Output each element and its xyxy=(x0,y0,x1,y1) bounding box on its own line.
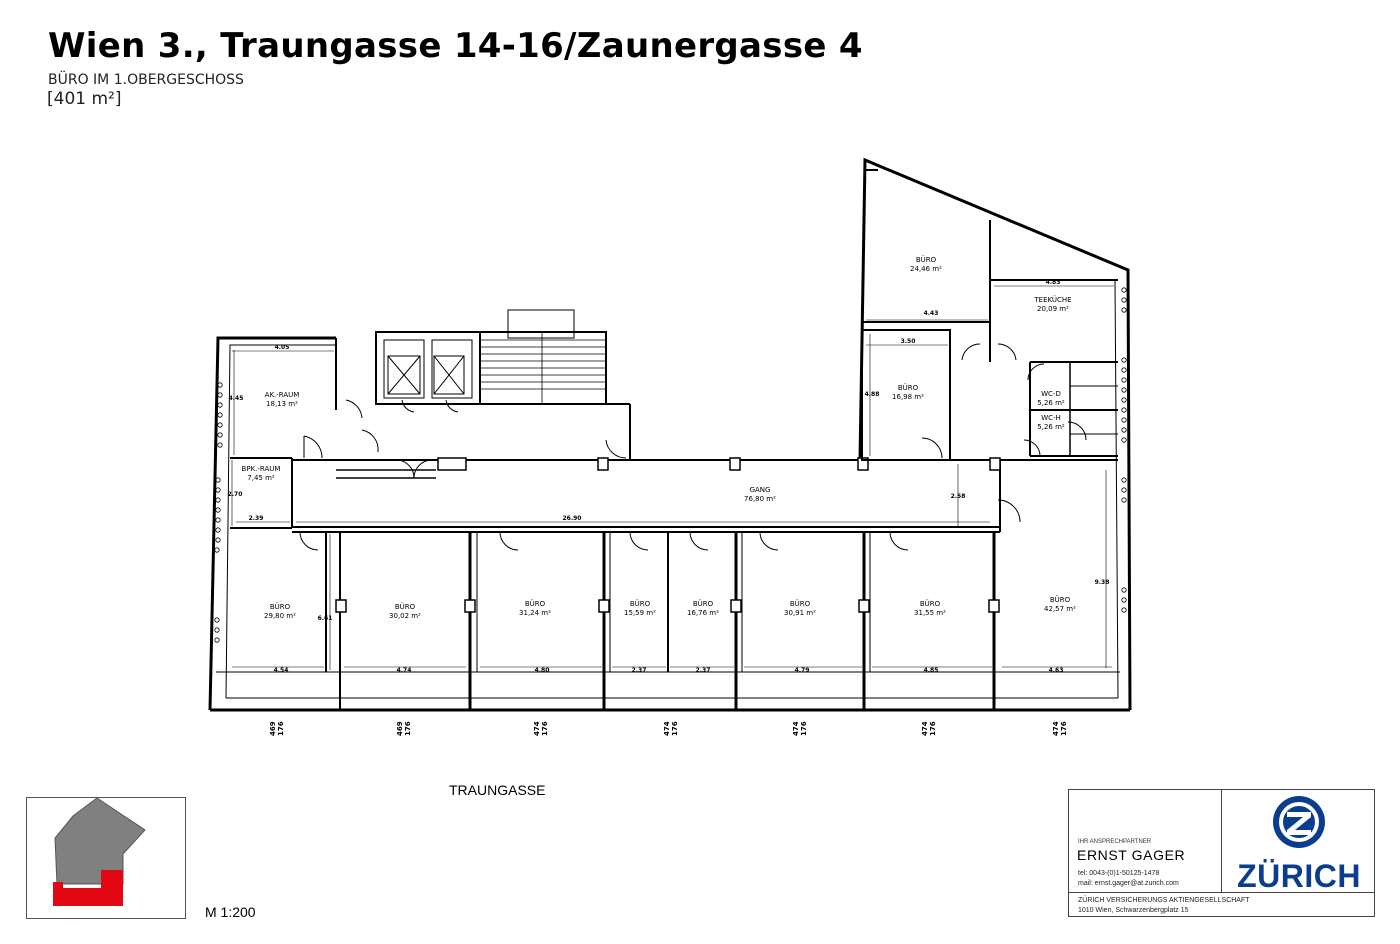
room-area: 30,02 m² xyxy=(389,612,421,620)
window-label: 176 xyxy=(800,721,808,736)
room-name: TEEKÜCHE xyxy=(1034,296,1072,304)
room-area: 5,26 m² xyxy=(1037,399,1065,407)
dimension-label: 4.54 xyxy=(273,667,289,674)
dimension-label: 4.83 xyxy=(1045,279,1061,286)
dimension-label: 4.80 xyxy=(534,667,550,674)
company-name: ZÜRICH VERSICHERUNGS AKTIENGESELLSCHAFT xyxy=(1078,897,1250,904)
dimension-label: 6.61 xyxy=(317,615,333,622)
dimension-label: 4.63 xyxy=(1048,667,1064,674)
dimension-label: 2.70 xyxy=(227,491,243,498)
room-area: 20,09 m² xyxy=(1037,305,1069,313)
contact-name: ERNST GAGER xyxy=(1077,847,1186,863)
room-area: 16,76 m² xyxy=(687,609,719,617)
company-address: 1010 Wien, Schwarzenbergplatz 15 xyxy=(1078,907,1189,914)
window-label: 474 xyxy=(533,721,541,736)
room-name: BÜRO xyxy=(897,384,919,392)
dimension-label: 26.90 xyxy=(562,515,582,522)
dimension-label: 2.37 xyxy=(695,667,711,674)
room-area: 30,91 m² xyxy=(784,609,816,617)
dimension-label: 4.43 xyxy=(923,310,939,317)
window-label: 176 xyxy=(541,721,549,736)
dimension-label: 4.05 xyxy=(274,344,290,351)
dimension-label: 9.38 xyxy=(1094,579,1110,586)
dimension-label: 4.85 xyxy=(923,667,939,674)
room-name: BÜRO xyxy=(269,603,291,611)
window-label: 176 xyxy=(929,721,937,736)
window-label: 176 xyxy=(277,721,285,736)
dimension-label: 4.74 xyxy=(396,667,412,674)
site-key-map xyxy=(26,797,186,919)
dimension-label: 4.88 xyxy=(864,391,880,398)
page-title: Wien 3., Traungasse 14-16/Zaunergasse 4 xyxy=(48,26,863,66)
zurich-logo-icon xyxy=(1271,794,1327,850)
room-area: 18,13 m² xyxy=(266,400,298,408)
window-label: 474 xyxy=(921,721,929,736)
zurich-logo-text: ZÜRICH xyxy=(1237,858,1361,894)
window-label: 469 xyxy=(396,721,404,736)
room-name: BÜRO xyxy=(789,600,811,608)
room-name: BPK.-RAUM xyxy=(241,465,281,473)
contact-email: mail: ernst.gager@at.zurich.com xyxy=(1078,880,1179,887)
dimension-label: 2.37 xyxy=(631,667,647,674)
window-label: 474 xyxy=(663,721,671,736)
room-area: 31,55 m² xyxy=(914,609,946,617)
room-name: BÜRO xyxy=(394,603,416,611)
building-shape xyxy=(55,798,145,884)
key-map-drawing xyxy=(27,798,185,918)
window-label: 474 xyxy=(1052,721,1060,736)
window-label: 474 xyxy=(792,721,800,736)
room-area: 15,59 m² xyxy=(624,609,656,617)
room-area: 42,57 m² xyxy=(1044,605,1076,613)
dimension-label: 4.45 xyxy=(228,395,244,402)
room-name: BÜRO xyxy=(919,600,941,608)
room-name: AK.-RAUM xyxy=(264,391,300,399)
window-label: 176 xyxy=(404,721,412,736)
street-label: TRAUNGASSE xyxy=(449,782,546,798)
divider xyxy=(1221,790,1222,892)
floor-subtitle: BÜRO IM 1.OBERGESCHOSS xyxy=(48,72,244,88)
window-label: 176 xyxy=(671,721,679,736)
room-area: 31,24 m² xyxy=(519,609,551,617)
room-area: 29,80 m² xyxy=(264,612,296,620)
dimension-label: 4.79 xyxy=(794,667,810,674)
total-area: [401 m²] xyxy=(47,89,122,109)
room-name: WC-H xyxy=(1041,414,1061,422)
room-area: 76,80 m² xyxy=(744,495,776,503)
room-name: WC-D xyxy=(1041,390,1061,398)
room-area: 7,45 m² xyxy=(247,474,275,482)
room-name: BÜRO xyxy=(1049,596,1071,604)
room-area: 16,98 m² xyxy=(892,393,924,401)
contact-label: IHR ANSPRECHPARTNER xyxy=(1078,839,1152,845)
room-area: 24,46 m² xyxy=(910,265,942,273)
room-area: 5,26 m² xyxy=(1037,423,1065,431)
scale-label: M 1:200 xyxy=(205,904,256,920)
window-label: 176 xyxy=(1060,721,1068,736)
room-name: BÜRO xyxy=(629,600,651,608)
room-name: BÜRO xyxy=(692,600,714,608)
contact-box xyxy=(1068,789,1375,917)
room-name: GANG xyxy=(749,486,771,494)
dimension-label: 2.39 xyxy=(248,515,264,522)
dimension-label: 3.50 xyxy=(900,338,916,345)
room-name: BÜRO xyxy=(915,256,937,264)
room-name: BÜRO xyxy=(524,600,546,608)
dimension-label: 2.58 xyxy=(950,493,966,500)
contact-phone: tel: 0043-(0)1-50125-1478 xyxy=(1078,870,1160,877)
window-label: 469 xyxy=(269,721,277,736)
